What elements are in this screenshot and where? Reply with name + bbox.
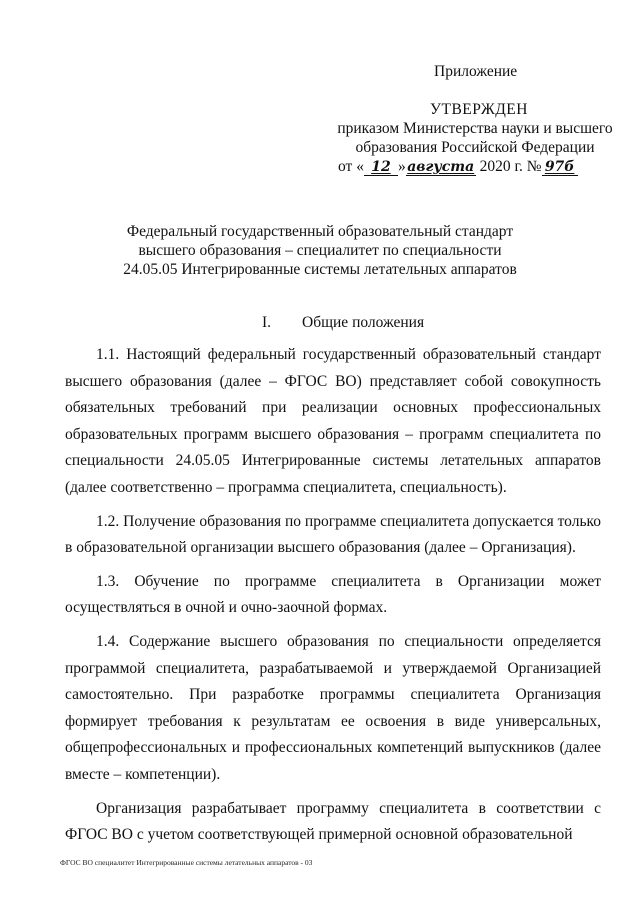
section-title: Общие положения [302,314,425,331]
order-line-1: приказом Министерства науки и высшего [337,120,613,137]
title-line-3: 24.05.05 Интегрированные системы летательных аппаратов [123,261,517,278]
date-month-handwritten: августа [407,159,475,175]
date-prefix: от « [338,158,364,175]
date-mid: » [397,158,406,175]
appendix-label: Приложение [434,63,518,80]
title-line-2: высшего образования – специалитет по специальности [138,242,502,259]
paragraph-1-4: 1.4. Содержание высшего образования по специальности определяется программой специалитета, разрабатываемой и утверждаемой Организацией самостоятельно. При разработке программы специалитета Организация формирует требования к результатам ее освоения в виде универсальных, общепрофессиональных и профессиональных компетенций выпускников (далее вместе – компетенции). [65,632,601,783]
order-number-field [542,159,578,176]
date-month-field [406,159,476,176]
paragraph-organization: Организация разрабатывает программу специалитета в соответствии с ФГОС ВО с учетом соответствующей примерной основной образовательной [65,799,601,844]
body-text [65,342,601,856]
paragraph-1-3: 1.3. Обучение по программе специалитета в Организации может осуществляться в очной и очно-заочной формах. [65,572,601,617]
document-title [0,222,640,279]
title-line-1: Федеральный государственный образовательный стандарт [126,223,514,240]
order-number-handwritten: 97б [544,159,575,175]
section-number: I. [262,314,272,331]
date-year-suffix: 2020 г. № [479,158,542,175]
order-date-line [330,157,620,176]
page-footer: ФГОС ВО специалитет Интегрированные системы летательных аппаратов - 03 [60,858,313,867]
order-line-2: образования Российской Федерации [355,139,595,156]
date-day-handwritten: 12 [371,159,391,175]
approved-label: УТВЕРЖДЕН [430,101,528,118]
date-day-field [364,159,398,176]
paragraph-1-2: 1.2. Получение образования по программе специалитета допускается только в образовательной организации высшего образования (далее – Организация). [65,512,602,557]
approval-block [330,62,620,176]
paragraph-1-1: 1.1. Настоящий федеральный государственный образовательный стандарт высшего образования (далее – ФГОС ВО) представляет собой совокупность обязательных требований при реализации основных профессиональных образовательных программ высшего образования – программ специалитета по специальности 24.05.05 Интегрированные системы летательных аппаратов (далее соответственно – программа специалитета, специальность). [65,346,601,496]
